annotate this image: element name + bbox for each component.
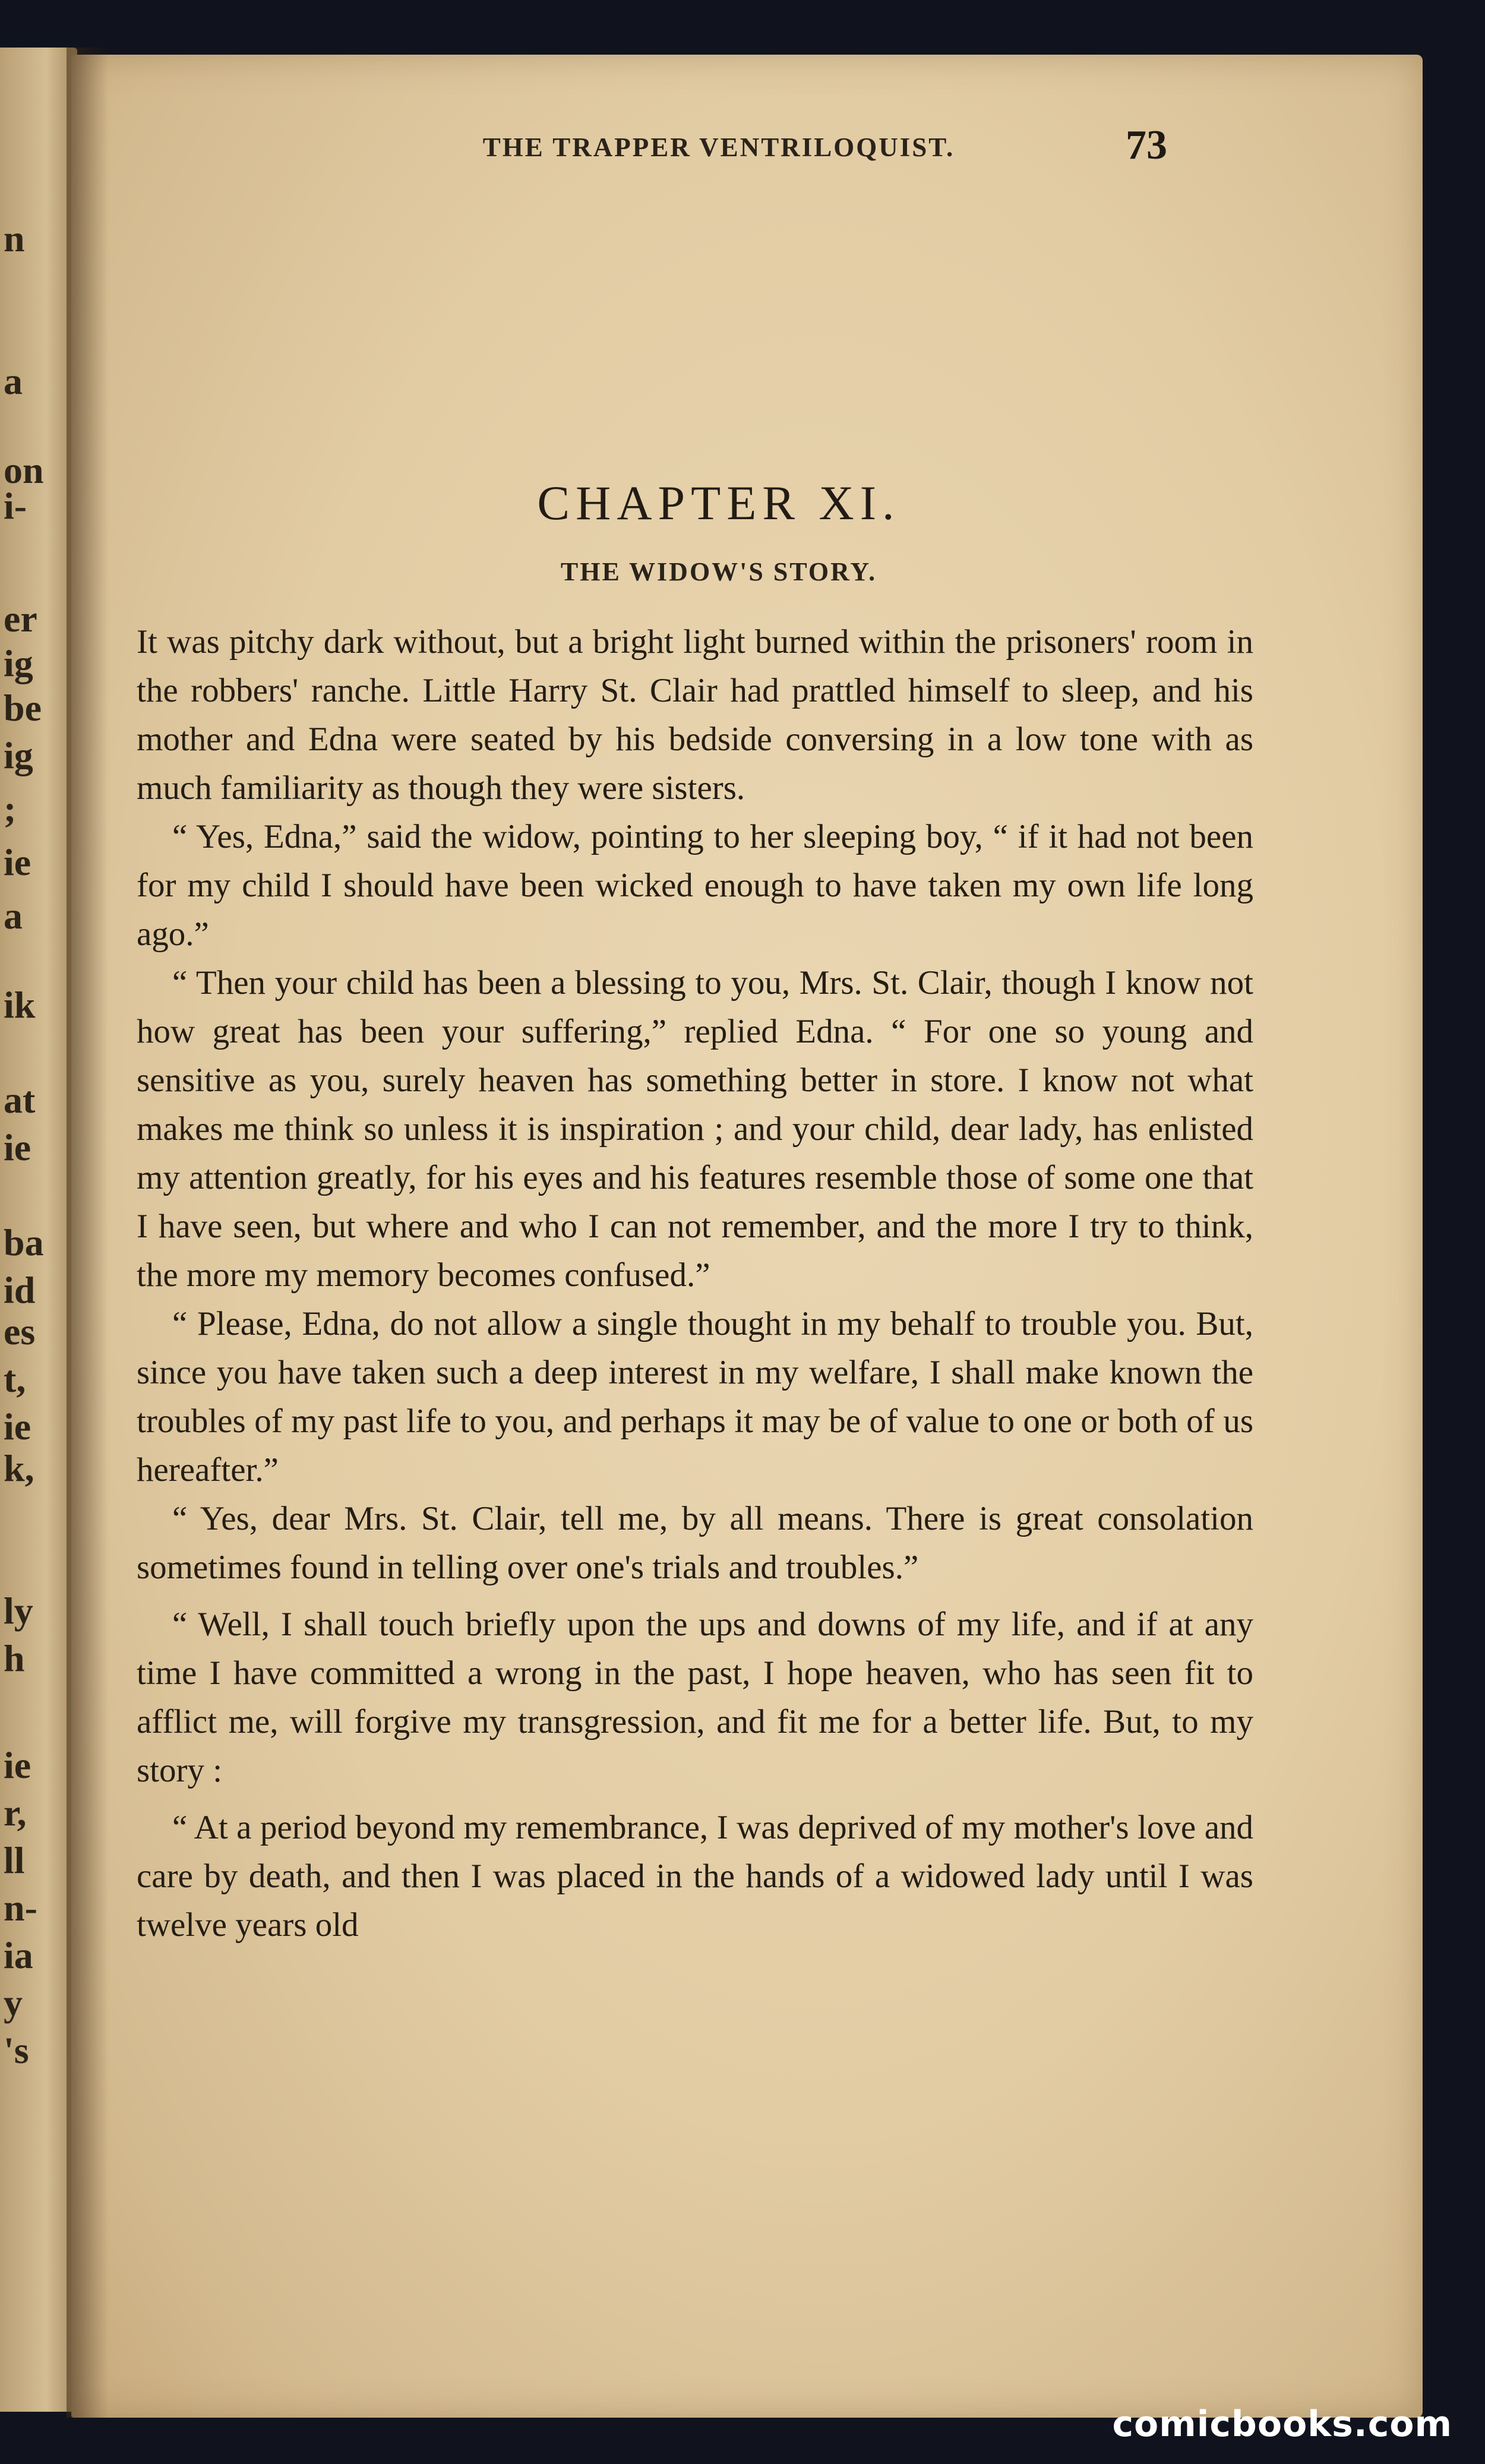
- facing-page-fragment: h: [4, 1637, 25, 1679]
- facing-page-fragment: ia: [4, 1934, 33, 1976]
- paragraph: “ Please, Edna, do not allow a single thought in my behalf to trouble you. But, since you have taken such a deep interest in my welfare, I shall make known the troubles of my past life to you, and perhaps it may be of value to one or both of us hereafter.”: [137, 1305, 1253, 1489]
- facing-page-fragment: ie: [4, 1126, 31, 1168]
- facing-page-fragment: ie: [4, 1744, 31, 1786]
- facing-page-fragment: n-: [4, 1887, 37, 1929]
- facing-page-fragment: n: [4, 217, 25, 260]
- facing-page-fragment: y: [4, 1982, 23, 2024]
- facing-page-fragment: ll: [4, 1839, 25, 1881]
- facing-page-fragment: k,: [4, 1447, 34, 1489]
- paragraph: It was pitchy dark without, but a bright light burned within the prisoners' room in the robbers' ranche. Little Harry St. Clair had prattled himself to sleep, and his mother and Edna were seated by his bedside conversing in a low tone with as much familiarity as though they were sisters.: [137, 623, 1253, 807]
- facing-page-fragment: a: [4, 360, 23, 402]
- running-head: THE TRAPPER VENTRILOQUIST.: [482, 132, 955, 162]
- facing-page-fragment: ig: [4, 734, 33, 776]
- paragraph: “ Yes, dear Mrs. St. Clair, tell me, by all means. There is great consolation sometimes found in telling over one's trials and troubles.”: [137, 1500, 1253, 1586]
- site-watermark: comicbooks.com: [1112, 2403, 1452, 2445]
- facing-page-fragment: t,: [4, 1358, 26, 1400]
- facing-page-fragment: at: [4, 1079, 36, 1121]
- facing-page-fragment: id: [4, 1269, 36, 1311]
- facing-page-fragment: 's: [4, 2029, 29, 2071]
- facing-page-fragment: ly: [4, 1590, 33, 1632]
- paragraph: “ Well, I shall touch briefly upon the ups and downs of my life, and if at any time I have committed a wrong in the past, I hope heaven, who has seen fit to afflict me, will forgive my transgression, and fit me for a better life. But, to my story :: [137, 1606, 1253, 1789]
- facing-page-edge: [0, 48, 77, 2412]
- facing-page-fragment: ie: [4, 1405, 31, 1448]
- page-number: 73: [1126, 122, 1167, 168]
- chapter-subtitle: THE WIDOW'S STORY.: [560, 557, 877, 586]
- facing-page-fragment: ig: [4, 642, 33, 684]
- facing-page-fragment: es: [4, 1310, 36, 1353]
- page-gutter-shadow: [67, 48, 108, 2418]
- facing-page-fragment: ik: [4, 984, 36, 1026]
- facing-page-fragment: ie: [4, 841, 31, 883]
- facing-page-fragment: on: [4, 449, 44, 491]
- paragraph: “ At a period beyond my remembrance, I was deprived of my mother's love and care by death, and then I was placed in the hands of a widowed lady until I was twelve years old: [137, 1809, 1253, 1944]
- facing-page-fragment: ba: [4, 1221, 44, 1263]
- paragraph: “ Yes, Edna,” said the widow, pointing to her sleeping boy, “ if it had not been for my child I should have been wicked enough to have taken my own life long ago.”: [137, 818, 1253, 953]
- chapter-body: [137, 618, 1253, 1950]
- chapter-title: CHAPTER XI.: [537, 476, 901, 530]
- facing-page-fragment: i-: [4, 485, 27, 527]
- facing-page-fragment: a: [4, 895, 23, 937]
- paragraph: “ Then your child has been a blessing to you, Mrs. St. Clair, though I know not how great has been your suffering,” replied Edna. “ For one so young and sensitive as you, surely heaven has something better in store. I know not what makes me think so unless it is inspiration ; and your child, dear lady, has enlisted my attention greatly, for his eyes and his features resemble those of some one that I have seen, but where and who I can not remember, and the more I try to think, the more my memory becomes confused.”: [137, 964, 1253, 1294]
- facing-page-fragment: be: [4, 687, 42, 729]
- facing-page-fragment: er: [4, 598, 37, 640]
- facing-page-fragment: ;: [4, 788, 17, 830]
- facing-page-fragment: r,: [4, 1792, 27, 1834]
